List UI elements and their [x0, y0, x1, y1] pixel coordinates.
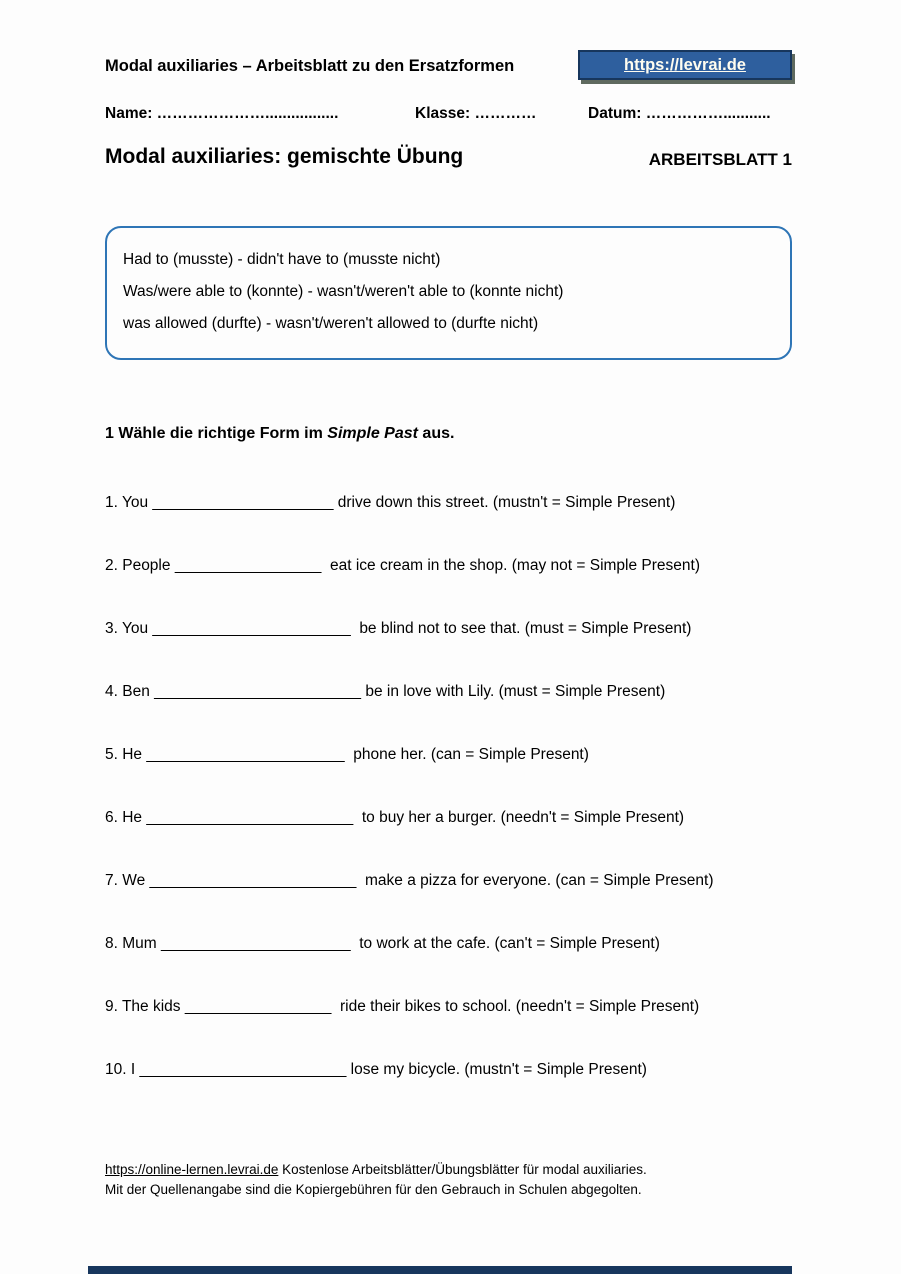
answer-blank: ________________________ [139, 1061, 347, 1078]
exercise-heading-italic: Simple Past [327, 425, 418, 442]
footer-line-2: Mit der Quellenangabe sind die Kopiergebühren für den Gebrauch in Schulen abgegolten. [105, 1182, 642, 1197]
exercise-item-2 [105, 558, 792, 574]
footer-line-1 [105, 1160, 792, 1180]
answer-blank: _____________________ [152, 494, 334, 511]
item-text-post: lose my bicycle. (mustn't = Simple Present) [346, 1061, 647, 1078]
klasse-field-label: Klasse: ………… [415, 105, 537, 122]
sheet-number-label: ARBEITSBLATT 1 [648, 150, 792, 169]
page-title: Modal auxiliaries: gemischte Übung [105, 145, 464, 168]
item-text-pre: 6. He [105, 809, 147, 826]
info-line: Was/were able to (konnte) - wasn't/weren't able to (konnte nicht) [123, 283, 564, 300]
item-text-pre: 1. You [105, 494, 153, 511]
levrai-link-box[interactable] [578, 50, 792, 80]
grammar-info-box [105, 226, 792, 360]
exercise-heading-pre: 1 Wähle die richtige Form im [105, 425, 328, 442]
item-text-pre: 9. The kids [105, 998, 185, 1015]
item-text-post: phone her. (can = Simple Present) [344, 746, 589, 763]
info-line: was allowed (durfte) - wasn't/weren't allowed to (durfte nicht) [123, 315, 539, 332]
datum-field-label: Datum: ……………........... [588, 105, 771, 122]
item-text-pre: 4. Ben [105, 683, 155, 700]
item-text-post: be blind not to see that. (must = Simple Present) [350, 620, 692, 637]
worksheet-header-title: Modal auxiliaries – Arbeitsblatt zu den Ersatzformen [105, 57, 515, 75]
exercise-item-7 [105, 873, 792, 889]
item-text-post: to work at the cafe. (can't = Simple Present) [350, 935, 660, 952]
answer-blank: ________________________ [154, 683, 362, 700]
item-text-post: be in love with Lily. (must = Simple Present) [361, 683, 666, 700]
exercise-item-list [105, 495, 792, 1078]
exercise-item-8 [105, 936, 792, 952]
footer-link[interactable]: https://online-lernen.levrai.de [105, 1162, 279, 1177]
info-line: Had to (musste) - didn't have to (musste nicht) [123, 251, 441, 268]
footer-line-1-text: Kostenlose Arbeitsblätter/Übungsblätter für modal auxiliaries. [278, 1162, 647, 1177]
exercise-heading [105, 425, 792, 443]
item-text-pre: 2. People [105, 557, 175, 574]
title-row [105, 145, 792, 170]
item-text-pre: 5. He [105, 746, 147, 763]
header-row [105, 50, 792, 80]
item-text-post: drive down this street. (mustn't = Simple Present) [333, 494, 676, 511]
exercise-item-10 [105, 1062, 792, 1078]
item-text-post: make a pizza for everyone. (can = Simple Present) [356, 872, 714, 889]
answer-blank: ________________________ [149, 872, 357, 889]
levrai-link[interactable]: https://levrai.de [624, 55, 746, 74]
exercise-item-5 [105, 747, 792, 763]
footer [105, 1160, 792, 1200]
item-text-post: to buy her a burger. (needn't = Simple Present) [353, 809, 685, 826]
exercise-item-9 [105, 999, 792, 1015]
exercise-item-4 [105, 684, 792, 700]
bottom-divider-bar [88, 1266, 792, 1274]
item-text-pre: 3. You [105, 620, 153, 637]
answer-blank: _________________ [184, 998, 332, 1015]
item-text-post: ride their bikes to school. (needn't = Simple Present) [331, 998, 700, 1015]
meta-row [105, 105, 792, 125]
answer-blank: _________________ [174, 557, 322, 574]
exercise-item-1 [105, 495, 792, 511]
exercise-item-3 [105, 621, 792, 637]
answer-blank: _______________________ [152, 620, 351, 637]
item-text-post: eat ice cream in the shop. (may not = Simple Present) [321, 557, 700, 574]
item-text-pre: 8. Mum [105, 935, 161, 952]
name-field-label: Name: …………………................. [105, 105, 339, 122]
exercise-item-6 [105, 810, 792, 826]
item-text-pre: 7. We [105, 872, 150, 889]
answer-blank: ______________________ [160, 935, 351, 952]
exercise-heading-post: aus. [417, 425, 455, 442]
answer-blank: ________________________ [146, 809, 354, 826]
answer-blank: _______________________ [146, 746, 345, 763]
item-text-pre: 10. I [105, 1061, 140, 1078]
